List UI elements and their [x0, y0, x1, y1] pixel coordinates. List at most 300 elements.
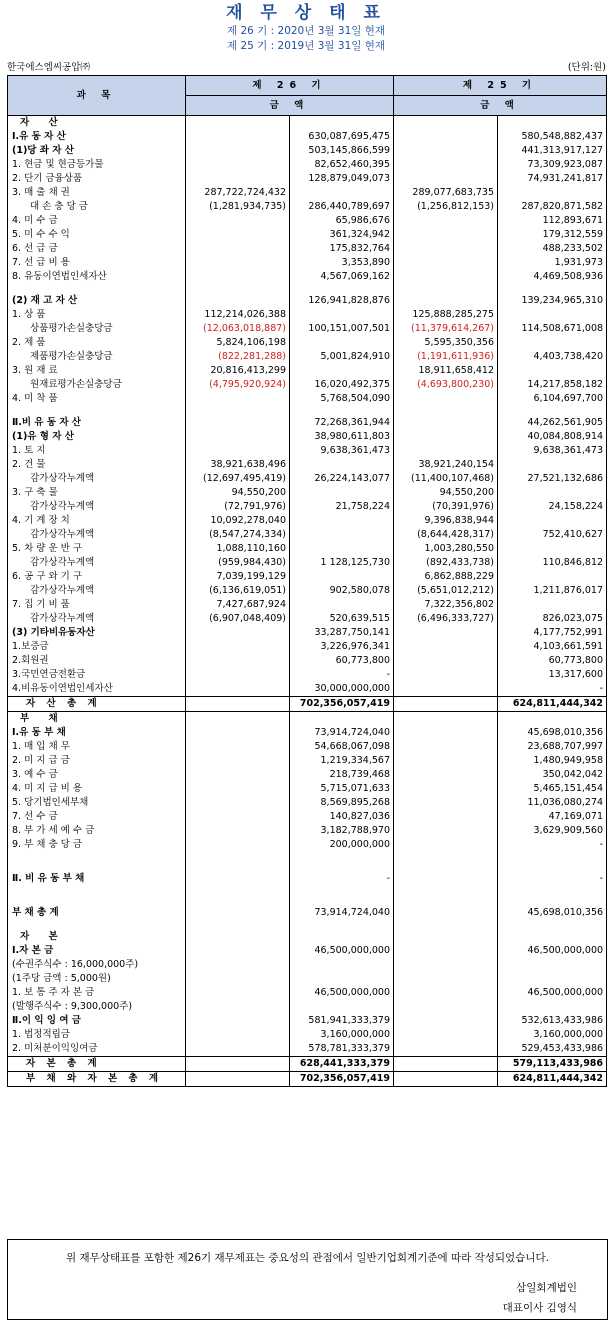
ceo-name: 대표이사 김영식 — [502, 1302, 577, 1314]
amount-cell: 350,042,042 — [498, 768, 607, 782]
table-row — [8, 214, 607, 228]
amount-cell — [394, 256, 498, 270]
account-label: 7. 선 급 비 용 — [8, 256, 186, 270]
account-label: 7. 집 기 비 품 — [8, 598, 186, 612]
table-row — [8, 824, 607, 838]
amount-cell — [498, 712, 607, 727]
amount-cell — [186, 392, 290, 406]
amount-cell — [186, 1072, 290, 1087]
amount-cell: 1,219,334,567 — [290, 754, 394, 768]
amount-cell: 630,087,695,475 — [290, 130, 394, 144]
table-row — [8, 514, 607, 528]
account-label: 감가상각누계액 — [8, 500, 186, 514]
table-row — [8, 754, 607, 768]
account-label: 1. 보 통 주 자 본 금 — [8, 986, 186, 1000]
amount-cell — [290, 186, 394, 200]
amount-cell: 4,177,752,991 — [498, 626, 607, 640]
amount-cell: - — [498, 872, 607, 886]
account-label: 5. 당기법인세부채 — [8, 796, 186, 810]
table-row — [8, 556, 607, 570]
amount-cell: (822,281,288) — [186, 350, 290, 364]
amount-cell: 752,410,627 — [498, 528, 607, 542]
amount-cell — [394, 116, 498, 131]
amount-cell: - — [498, 682, 607, 697]
amount-cell: 578,781,333,379 — [290, 1042, 394, 1057]
current-period-header: 제 26 기 — [186, 76, 394, 96]
account-label: 6. 공 구 와 기 구 — [8, 570, 186, 584]
table-row — [8, 862, 607, 872]
amount-cell: 94,550,200 — [394, 486, 498, 500]
amount-cell: 33,287,750,141 — [290, 626, 394, 640]
amount-cell: 46,500,000,000 — [498, 986, 607, 1000]
account-label: (2) 재 고 자 산 — [8, 294, 186, 308]
amount-cell — [394, 682, 498, 697]
table-row — [8, 598, 607, 612]
amount-cell: (5,651,012,212) — [394, 584, 498, 598]
amount-cell: 5,001,824,910 — [290, 350, 394, 364]
amount-cell — [498, 886, 607, 896]
table-row — [8, 294, 607, 308]
amount-cell — [186, 116, 290, 131]
account-label — [8, 406, 186, 416]
amount-cell — [186, 768, 290, 782]
table-row — [8, 308, 607, 322]
amount-cell — [394, 1000, 498, 1014]
table-row — [8, 200, 607, 214]
amount-cell: 287,820,871,582 — [498, 200, 607, 214]
table-row — [8, 1042, 607, 1057]
account-label: Ⅰ.유 동 부 채 — [8, 726, 186, 740]
amount-cell: 30,000,000,000 — [290, 682, 394, 697]
account-label: 감가상각누계액 — [8, 556, 186, 570]
account-label: 2. 건 물 — [8, 458, 186, 472]
amount-cell — [498, 972, 607, 986]
account-label: 1. 상 품 — [8, 308, 186, 322]
prior-period-header: 제 25 기 — [394, 76, 607, 96]
amount-cell: 46,500,000,000 — [290, 986, 394, 1000]
amount-cell — [290, 570, 394, 584]
account-label: 4. 기 계 장 치 — [8, 514, 186, 528]
amount-cell — [186, 972, 290, 986]
amount-cell — [290, 886, 394, 896]
account-label: 1. 법정적립금 — [8, 1028, 186, 1042]
amount-cell: (70,391,976) — [394, 500, 498, 514]
table-row — [8, 416, 607, 430]
amount-cell — [186, 654, 290, 668]
amount-cell: (8,547,274,334) — [186, 528, 290, 542]
account-label: 1. 현금 및 현금등가물 — [8, 158, 186, 172]
table-row — [8, 528, 607, 542]
table-row — [8, 350, 607, 364]
account-label: 상품평가손실충당금 — [8, 322, 186, 336]
table-row — [8, 270, 607, 284]
amount-cell — [290, 930, 394, 944]
balance-sheet-table — [7, 75, 607, 1087]
account-label — [8, 896, 186, 906]
amount-cell — [394, 862, 498, 872]
amount-cell — [394, 214, 498, 228]
amount-cell: 3,226,976,341 — [290, 640, 394, 654]
amount-cell: 23,688,707,997 — [498, 740, 607, 754]
amount-cell — [186, 626, 290, 640]
table-row — [8, 444, 607, 458]
amount-cell: 73,914,724,040 — [290, 726, 394, 740]
amount-cell — [290, 896, 394, 906]
amount-cell — [394, 654, 498, 668]
amount-cell: (12,063,018,887) — [186, 322, 290, 336]
account-label: 2. 제 품 — [8, 336, 186, 350]
amount-cell: 1,211,876,017 — [498, 584, 607, 598]
prior-period: 제 25 기 : 2019년 3월 31일 현재 — [226, 40, 386, 52]
amount-cell — [394, 284, 498, 294]
amount-cell — [394, 740, 498, 754]
table-row — [8, 768, 607, 782]
table-row — [8, 430, 607, 444]
account-label: 9. 부 채 충 당 금 — [8, 838, 186, 852]
amount-cell: 27,521,132,686 — [498, 472, 607, 486]
account-label: 원재료평가손실충당금 — [8, 378, 186, 392]
table-row — [8, 872, 607, 886]
amount-cell — [394, 1028, 498, 1042]
amount-cell: 218,739,468 — [290, 768, 394, 782]
table-body — [8, 116, 607, 1087]
table-row — [8, 256, 607, 270]
amount-cell — [186, 444, 290, 458]
amount-cell: 5,768,504,090 — [290, 392, 394, 406]
account-label: 8. 부 가 세 예 수 금 — [8, 824, 186, 838]
amount-cell: - — [290, 872, 394, 886]
amount-cell: - — [290, 668, 394, 682]
amount-cell: 200,000,000 — [290, 838, 394, 852]
table-row — [8, 1057, 607, 1072]
amount-cell — [394, 416, 498, 430]
amount-cell — [394, 444, 498, 458]
amount-cell — [394, 626, 498, 640]
account-label: (1)당 좌 자 산 — [8, 144, 186, 158]
amount-cell: (72,791,976) — [186, 500, 290, 514]
amount-cell: 702,356,057,419 — [290, 1072, 394, 1087]
amount-cell — [290, 598, 394, 612]
table-row — [8, 712, 607, 727]
account-label — [8, 284, 186, 294]
amount-cell — [498, 116, 607, 131]
amount-cell: 100,151,007,501 — [290, 322, 394, 336]
amount-cell — [394, 144, 498, 158]
table-row — [8, 242, 607, 256]
table-row — [8, 186, 607, 200]
amount-cell: 112,893,671 — [498, 214, 607, 228]
amount-cell — [394, 712, 498, 727]
amount-cell — [186, 944, 290, 958]
account-label: 제품평가손실충당금 — [8, 350, 186, 364]
amount-cell: 46,500,000,000 — [498, 944, 607, 958]
amount-cell — [498, 570, 607, 584]
amount-cell: 287,722,724,432 — [186, 186, 290, 200]
amount-cell: 4,403,738,420 — [498, 350, 607, 364]
table-row — [8, 906, 607, 920]
amount-cell: 125,888,285,275 — [394, 308, 498, 322]
amount-cell: (6,907,048,409) — [186, 612, 290, 626]
amount-cell: 9,638,361,473 — [498, 444, 607, 458]
amount-cell: (1,281,934,735) — [186, 200, 290, 214]
amount-cell — [498, 920, 607, 930]
amount-cell — [498, 284, 607, 294]
amount-cell — [186, 726, 290, 740]
amount-cell — [186, 810, 290, 824]
table-row — [8, 668, 607, 682]
account-label: 1. 토 지 — [8, 444, 186, 458]
amount-cell — [290, 1000, 394, 1014]
table-row — [8, 570, 607, 584]
amount-cell: 624,811,444,342 — [498, 697, 607, 712]
amount-cell: 38,980,611,803 — [290, 430, 394, 444]
auditor-note — [7, 1239, 608, 1320]
amount-cell: 4,567,069,162 — [290, 270, 394, 284]
account-label — [8, 920, 186, 930]
amount-cell — [394, 920, 498, 930]
table-row — [8, 958, 607, 972]
amount-cell — [186, 872, 290, 886]
amount-cell — [394, 754, 498, 768]
amount-cell: (6,496,333,727) — [394, 612, 498, 626]
amount-cell — [394, 838, 498, 852]
table-row — [8, 116, 607, 131]
account-label — [8, 862, 186, 872]
account-label: (수권주식수 : 16,000,000주) — [8, 958, 186, 972]
amount-cell — [394, 986, 498, 1000]
account-label: 대 손 충 당 금 — [8, 200, 186, 214]
amount-cell — [290, 528, 394, 542]
amount-cell: 4,469,508,936 — [498, 270, 607, 284]
amount-cell — [394, 896, 498, 906]
table-row — [8, 228, 607, 242]
amount-cell: 5,715,071,633 — [290, 782, 394, 796]
account-label: (3) 기타비유동자산 — [8, 626, 186, 640]
amount-cell — [186, 668, 290, 682]
amount-cell: (6,136,619,051) — [186, 584, 290, 598]
company-name: 한국에스엠씨공압㈜ — [7, 62, 90, 73]
amount-cell — [394, 930, 498, 944]
amount-cell — [394, 640, 498, 654]
amount-cell — [394, 824, 498, 838]
amount-cell — [394, 958, 498, 972]
amount-cell: 441,313,917,127 — [498, 144, 607, 158]
account-label: 감가상각누계액 — [8, 612, 186, 626]
table-row — [8, 458, 607, 472]
amount-cell — [290, 862, 394, 872]
amount-cell — [394, 768, 498, 782]
amount-cell — [394, 130, 498, 144]
account-label: 1.보증금 — [8, 640, 186, 654]
account-label: 6. 선 급 금 — [8, 242, 186, 256]
account-label: (1)유 형 자 산 — [8, 430, 186, 444]
account-label: 자 산 총 계 — [8, 697, 186, 712]
amount-cell — [394, 872, 498, 886]
amount-cell — [290, 116, 394, 131]
account-label: 3. 원 재 료 — [8, 364, 186, 378]
amount-cell — [394, 886, 498, 896]
amount-cell — [186, 740, 290, 754]
amount-cell — [186, 1014, 290, 1028]
table-row — [8, 896, 607, 906]
amount-cell: 7,039,199,129 — [186, 570, 290, 584]
amount-cell: 1,931,973 — [498, 256, 607, 270]
amount-cell: (8,644,428,317) — [394, 528, 498, 542]
amount-cell — [290, 458, 394, 472]
account-label: 5. 차 량 운 반 구 — [8, 542, 186, 556]
amount-cell: 16,020,492,375 — [290, 378, 394, 392]
table-row — [8, 930, 607, 944]
amount-cell — [186, 256, 290, 270]
amount-cell — [498, 514, 607, 528]
amount-cell: 488,233,502 — [498, 242, 607, 256]
amount-cell — [186, 838, 290, 852]
amount-cell: 26,224,143,077 — [290, 472, 394, 486]
amount-cell — [394, 697, 498, 712]
amount-cell — [186, 796, 290, 810]
account-label: 감가상각누계액 — [8, 472, 186, 486]
account-label: 3. 매 출 채 권 — [8, 186, 186, 200]
amount-cell — [186, 852, 290, 862]
amount-cell: 47,169,071 — [498, 810, 607, 824]
amount-cell — [498, 458, 607, 472]
amount-cell: 114,508,671,008 — [498, 322, 607, 336]
table-row — [8, 697, 607, 712]
table-row — [8, 886, 607, 896]
amount-cell — [186, 284, 290, 294]
amount-cell: 581,941,333,379 — [290, 1014, 394, 1028]
table-row — [8, 796, 607, 810]
table-row — [8, 284, 607, 294]
amount-cell — [498, 336, 607, 350]
amount-cell: 14,217,858,182 — [498, 378, 607, 392]
amount-cell — [186, 782, 290, 796]
amount-cell — [186, 1028, 290, 1042]
prior-amount-header: 금 액 — [394, 96, 607, 116]
account-label: Ⅰ.자 본 금 — [8, 944, 186, 958]
amount-cell — [498, 186, 607, 200]
amount-cell: 5,824,106,198 — [186, 336, 290, 350]
table-row — [8, 542, 607, 556]
firm-name: 삼일회계법인 — [516, 1282, 577, 1294]
amount-cell — [186, 1042, 290, 1057]
amount-cell — [498, 406, 607, 416]
amount-cell — [394, 228, 498, 242]
amount-cell: 46,500,000,000 — [290, 944, 394, 958]
amount-cell: 20,816,413,299 — [186, 364, 290, 378]
amount-cell — [394, 1014, 498, 1028]
amount-cell — [186, 406, 290, 416]
table-row — [8, 336, 607, 350]
document-title: 재 무 상 태 표 — [226, 3, 386, 23]
amount-cell: 65,986,676 — [290, 214, 394, 228]
table-row — [8, 472, 607, 486]
amount-cell — [290, 406, 394, 416]
table-row — [8, 322, 607, 336]
amount-cell: 175,832,764 — [290, 242, 394, 256]
amount-cell — [498, 486, 607, 500]
amount-cell: 82,652,460,395 — [290, 158, 394, 172]
amount-cell: 74,931,241,817 — [498, 172, 607, 186]
amount-cell — [186, 144, 290, 158]
amount-cell: 529,453,433,986 — [498, 1042, 607, 1057]
amount-cell — [290, 364, 394, 378]
amount-cell: 60,773,800 — [290, 654, 394, 668]
account-header: 과 목 — [8, 76, 186, 116]
amount-cell — [498, 930, 607, 944]
amount-cell — [186, 958, 290, 972]
account-label: 4. 미 수 금 — [8, 214, 186, 228]
amount-cell — [186, 640, 290, 654]
table-row — [8, 944, 607, 958]
account-label: (1주당 금액 : 5,000원) — [8, 972, 186, 986]
amount-cell: 128,879,049,073 — [290, 172, 394, 186]
unit-label: (단위:원) — [567, 62, 606, 73]
amount-cell: (1,256,812,153) — [394, 200, 498, 214]
amount-cell: 1,480,949,958 — [498, 754, 607, 768]
amount-cell: 72,268,361,944 — [290, 416, 394, 430]
amount-cell — [186, 430, 290, 444]
amount-cell: 10,092,278,040 — [186, 514, 290, 528]
amount-cell — [290, 972, 394, 986]
table-row — [8, 838, 607, 852]
table-row — [8, 920, 607, 930]
table-row — [8, 810, 607, 824]
account-label: Ⅰ.유 동 자 산 — [8, 130, 186, 144]
amount-cell — [186, 712, 290, 727]
amount-cell — [394, 242, 498, 256]
amount-cell — [186, 1000, 290, 1014]
amount-cell: (959,984,430) — [186, 556, 290, 570]
account-label: (발행주식수 : 9,300,000주) — [8, 1000, 186, 1014]
amount-cell: 44,262,561,905 — [498, 416, 607, 430]
amount-cell: 7,322,356,802 — [394, 598, 498, 612]
amount-cell: 286,440,789,697 — [290, 200, 394, 214]
account-label: 자 본 — [8, 930, 186, 944]
account-label: 2. 미 지 급 금 — [8, 754, 186, 768]
table-row — [8, 1072, 607, 1087]
amount-cell: 112,214,026,388 — [186, 308, 290, 322]
account-label: 자 산 — [8, 116, 186, 131]
amount-cell: 5,465,151,454 — [498, 782, 607, 796]
amount-cell — [290, 514, 394, 528]
amount-cell — [186, 158, 290, 172]
amount-cell: (11,379,614,267) — [394, 322, 498, 336]
amount-cell: (892,433,738) — [394, 556, 498, 570]
amount-cell: 579,113,433,986 — [498, 1057, 607, 1072]
amount-cell — [186, 896, 290, 906]
amount-cell: 94,550,200 — [186, 486, 290, 500]
amount-cell — [498, 542, 607, 556]
table-row — [8, 158, 607, 172]
amount-cell: 5,595,350,356 — [394, 336, 498, 350]
amount-cell — [290, 284, 394, 294]
amount-cell — [290, 486, 394, 500]
account-label: 3. 구 축 물 — [8, 486, 186, 500]
amount-cell — [186, 1057, 290, 1072]
table-row — [8, 378, 607, 392]
amount-cell — [394, 1042, 498, 1057]
amount-cell: 139,234,965,310 — [498, 294, 607, 308]
amount-cell: 4,103,661,591 — [498, 640, 607, 654]
account-label: 2. 단기 금융상품 — [8, 172, 186, 186]
amount-cell — [290, 542, 394, 556]
amount-cell: 21,758,224 — [290, 500, 394, 514]
table-row — [8, 500, 607, 514]
amount-cell — [186, 416, 290, 430]
amount-cell — [394, 158, 498, 172]
amount-cell: 702,356,057,419 — [290, 697, 394, 712]
